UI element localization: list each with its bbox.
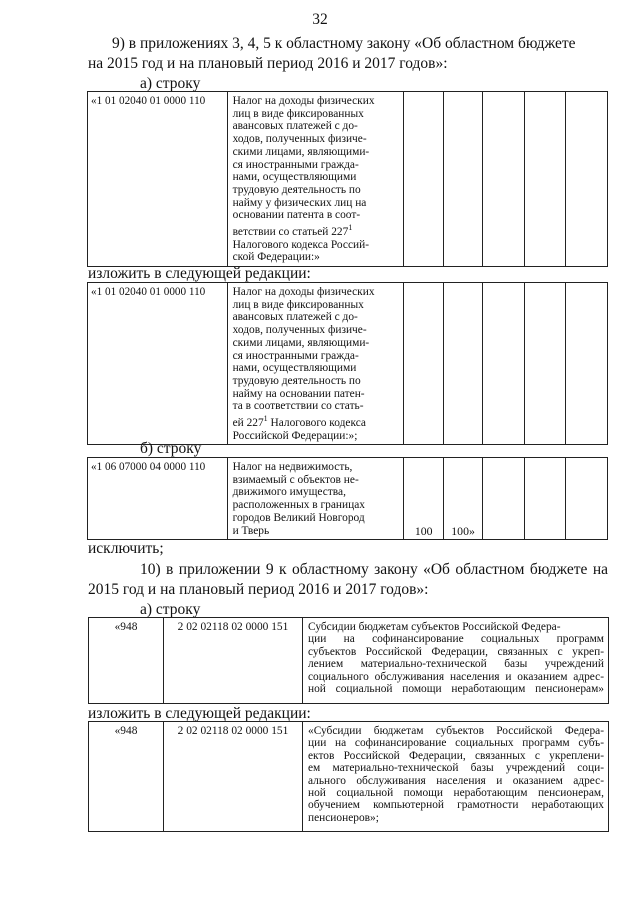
row1-cell7 [566, 92, 608, 267]
table-row [88, 458, 608, 540]
row5-line: ции на софинансирование социальных программ субъ- [308, 737, 604, 750]
edit2-text: изложить в следующей редакции: [88, 705, 311, 722]
row5-line: пенсионеров»; [308, 811, 379, 824]
row1-line: ходов, полученных физиче- [232, 133, 367, 146]
row5-line: «Субсидии бюджетам субъектов Российской Федера- [308, 725, 604, 737]
row2-line: скими лицами, являющими- [232, 336, 370, 349]
row1-line: Налогового кодекса Россий- [232, 238, 369, 251]
row1-line: нами, осуществляющими [232, 171, 357, 184]
row2-line: лиц в виде фиксированных [232, 298, 364, 311]
row3-cell6 [524, 458, 566, 540]
row1-line: ской Федерации:» [232, 251, 320, 264]
table-row2 [87, 282, 608, 445]
row1-sup: 1 [348, 223, 353, 233]
row4-line: субъектов Российской Федерации, связанных с укреп- [308, 645, 604, 658]
row1-cell4 [443, 92, 482, 267]
row5-line: ального обслуживания населения и оказанием адрес- [308, 774, 604, 787]
row2-line: Российской Федерации:»; [232, 429, 358, 442]
table-row [89, 722, 609, 832]
row2-line: та в соответствии со стать- [232, 400, 364, 413]
table-row4 [88, 617, 609, 704]
table-row1 [87, 91, 608, 267]
row2-cell7 [566, 283, 608, 445]
row3-val1: 100 [404, 458, 443, 540]
row1-cell6 [524, 92, 566, 267]
row1-line: ся иностранными гражда- [232, 158, 359, 171]
table-row [89, 618, 609, 704]
row3-cell7 [566, 458, 608, 540]
row5-c2: 2 02 02118 02 0000 151 [164, 722, 303, 832]
subitem-b: б) строку [140, 440, 202, 457]
row1-line: авансовых платежей с до- [232, 120, 358, 133]
row5-line: обучением компьютерной грамотности неработающих [308, 799, 604, 812]
row3-cell5 [483, 458, 525, 540]
row3-line: Налог на недвижимость, [232, 461, 353, 473]
item9-line1-text: 9) в приложениях 3, 4, 5 к областному закону «Об областном бюджете [112, 35, 576, 52]
row2-cell5 [483, 283, 525, 445]
row5-name [303, 722, 609, 832]
row2-cell4 [443, 283, 482, 445]
row2-cell6 [524, 283, 566, 445]
row1-line: ветствии со статьей 227 [232, 225, 349, 238]
exclude-text: исключить; [88, 540, 164, 557]
page-number: 32 [312, 11, 328, 28]
row2-line: найму на основании патен- [232, 387, 365, 400]
row1-line: скими лицами, являющими- [232, 145, 370, 158]
row3-name [227, 458, 404, 540]
row4-c1: «948 [89, 618, 164, 704]
subitem-a1: а) строку [140, 75, 201, 92]
row3-code: «1 06 07000 04 0000 110 [88, 458, 228, 540]
table-row3 [87, 457, 608, 540]
item10-line1: 10) в приложении 9 к областному закону «Об областном бюджете на [140, 561, 608, 578]
row1-code: «1 01 02040 01 0000 110 [88, 92, 228, 267]
row3-val2: 100» [443, 458, 482, 540]
table-row [88, 92, 608, 267]
subitem-a2: а) строку [140, 601, 201, 618]
row3-line: расположенных в границах [232, 499, 365, 512]
row1-name [227, 92, 404, 267]
row4-c2: 2 02 02118 02 0000 151 [164, 618, 303, 704]
item9-line2: на 2015 год и на плановый период 2016 и 2017 годов»: [88, 55, 448, 72]
row4-line: ции на софинансирование социальных программ [308, 633, 604, 646]
row4-line: Субсидии бюджетам субъектов Российской Федера- [308, 621, 561, 633]
row1-line: Налог на доходы физических [232, 95, 375, 107]
row4-line: лением материально-технической базы учреждений [308, 658, 604, 671]
item10-line2: 2015 год и на плановый период 2016 и 2017 годов»: [88, 581, 429, 598]
row5-line: ектов Российской Федерации, связанных с укреплени- [308, 749, 604, 762]
row4-line: социального обслуживания населения и оказанием адрес- [308, 670, 604, 683]
row1-cell3 [404, 92, 443, 267]
row4-line: ной социальной помощи неработающим пенсионерам» [308, 683, 604, 696]
row3-line: движимого имущества, [232, 486, 346, 499]
row1-line: лиц в виде фиксированных [232, 107, 364, 120]
row4-name [303, 618, 609, 704]
row2-line: ходов, полученных физиче- [232, 324, 367, 337]
row2-line: ей 227 [232, 416, 264, 429]
row5-line: ем материально-технической базы учреждений соци- [308, 762, 604, 775]
row5-c1: «948 [89, 722, 164, 832]
item9-line1 [112, 34, 608, 54]
row5-line: ной социальной помощи неработающим пенсионерам, [308, 787, 604, 800]
row2-line: Налог на доходы физических [232, 286, 375, 298]
row2-name [227, 283, 404, 445]
row2-line: нами, осуществляющими [232, 362, 357, 375]
row2-line: Налогового кодекса [270, 416, 366, 429]
row1-line: основании патента в соот- [232, 209, 361, 222]
row3-line: взимаемый с объектов не- [232, 473, 359, 486]
row3-line: и Тверь [232, 524, 270, 537]
row2-code: «1 01 02040 01 0000 110 [88, 283, 228, 445]
row3-line: городов Великий Новгород [232, 511, 365, 524]
row2-cell3 [404, 283, 443, 445]
edit1-text: изложить в следующей редакции: [88, 265, 311, 282]
row1-cell5 [483, 92, 525, 267]
row2-line: авансовых платежей с до- [232, 311, 358, 324]
row2-line: трудовую деятельность по [232, 374, 361, 387]
table-row5 [88, 721, 609, 832]
row2-line: ся иностранными гражда- [232, 349, 359, 362]
row2-sup: 1 [263, 414, 268, 424]
table-row [88, 283, 608, 445]
row1-line: трудовую деятельность по [232, 183, 361, 196]
row1-line: найму у физических лиц на [232, 196, 367, 209]
